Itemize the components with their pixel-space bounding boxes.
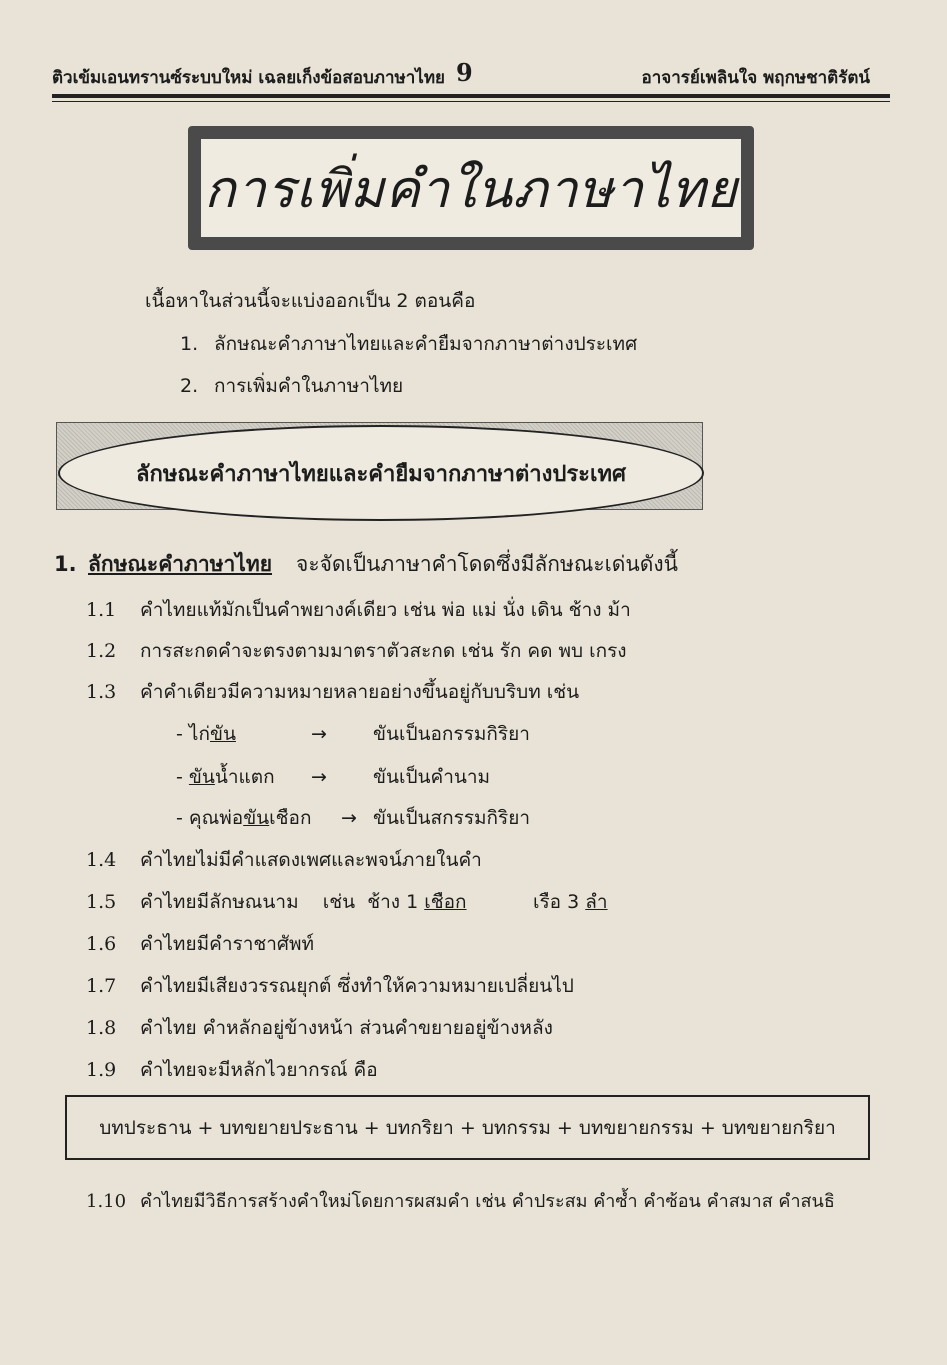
classifier-keyword: ลำ	[585, 891, 608, 913]
item-number: 1.5	[86, 891, 117, 913]
list-item	[86, 595, 631, 625]
header-rule-thick	[52, 94, 890, 98]
item-number: 1.2	[86, 640, 117, 662]
example-keyword: ขัน	[243, 807, 270, 829]
arrow-icon: →	[341, 807, 357, 829]
heading-1	[54, 548, 678, 581]
item-text-c: เรือ 3	[466, 891, 586, 913]
item-number: 1.6	[86, 933, 117, 955]
example-prefix: คุณพ่อ	[188, 807, 244, 829]
heading-number: 1.	[54, 552, 77, 576]
example-meaning: ขันเป็นสกรรมกิริยา	[373, 807, 531, 829]
item-number: 1.4	[86, 849, 117, 871]
heading-description: จะจัดเป็นภาษาคำโดดซึ่งมีลักษณะเด่นดังนี้	[296, 552, 679, 576]
section-title: ลักษณะคำภาษาไทยและคำยืมจากภาษาต่างประเทศ	[58, 425, 704, 521]
item-number: 1.9	[86, 1059, 117, 1081]
list-item	[86, 1055, 378, 1085]
item-text: คำไทยไม่มีคำแสดงเพศและพจน์ภายในคำ	[140, 849, 482, 871]
header-rule-thin	[52, 101, 890, 102]
grammar-formula-box: บทประธาน + บทขยายประธาน + บทกริยา + บทกรรม + บทขยายกรรม + บทขยายกริยา	[65, 1095, 870, 1160]
example-row	[176, 762, 490, 792]
item-text: คำคำเดียวมีความหมายหลายอย่างขึ้นอยู่กับบริบท เช่น	[140, 681, 580, 703]
arrow-icon: →	[311, 723, 327, 745]
item-number: 1.7	[86, 975, 117, 997]
item-text: คำไทยมีคำราชาศัพท์	[140, 933, 315, 955]
classifier-keyword: เชือก	[424, 891, 467, 913]
list-item	[86, 887, 608, 917]
example-suffix: เชือก	[269, 807, 312, 829]
example-meaning: ขันเป็นอกรรมกิริยา	[373, 723, 530, 745]
list-item	[86, 971, 574, 1001]
item-text: คำไทยจะมีหลักไวยากรณ์ คือ	[140, 1059, 378, 1081]
list-item	[86, 636, 627, 666]
intro-item-text: ลักษณะคำภาษาไทยและคำยืมจากภาษาต่างประเทศ	[214, 333, 638, 355]
header-author: อาจารย์เพลินใจ พฤกษชาติรัตน์	[641, 68, 870, 88]
item-text: คำไทย คำหลักอยู่ข้างหน้า ส่วนคำขยายอยู่ข้างหลัง	[140, 1017, 553, 1039]
arrow-icon: →	[311, 766, 327, 788]
list-item	[86, 845, 482, 875]
intro-item	[180, 371, 403, 401]
item-text: คำไทยแท้มักเป็นคำพยางค์เดียว เช่น พ่อ แม่ นั่ง เดิน ช้าง ม้า	[140, 599, 631, 621]
chapter-title: การเพิ่มคำในภาษาไทย	[201, 139, 741, 237]
example-meaning: ขันเป็นคำนาม	[373, 766, 491, 788]
intro-item-text: การเพิ่มคำในภาษาไทย	[214, 375, 404, 397]
list-item	[86, 677, 579, 707]
example-dash: -	[176, 766, 189, 788]
example-dash: -	[176, 807, 189, 829]
item-text: การสะกดคำจะตรงตามมาตราตัวสะกด เช่น รัก คด พบ เกรง	[140, 640, 627, 662]
item-text: คำไทยมีวิธีการสร้างคำใหม่โดยการผสมคำ เช่น คำประสม คำซ้ำ คำซ้อน คำสมาส คำสนธิ	[140, 1191, 835, 1212]
item-number: 1.1	[86, 599, 117, 621]
heading-title: ลักษณะคำภาษาไทย	[88, 552, 273, 576]
example-dash: -	[176, 723, 189, 745]
page-header	[52, 60, 892, 88]
chapter-title-box	[188, 126, 754, 250]
intro-item	[180, 329, 637, 359]
item-text-a: คำไทยมีลักษณนาม เช่น ช้าง 1	[140, 891, 425, 913]
item-number: 1.3	[86, 681, 117, 703]
example-prefix: ไก่	[188, 723, 210, 745]
item-text: คำไทยมีเสียงวรรณยุกต์ ซึ่งทำให้ความหมายเปลี่ยนไป	[140, 975, 574, 997]
example-keyword: ขัน	[188, 766, 215, 788]
example-row	[176, 719, 530, 749]
header-book-title: ติวเข้มเอนทรานซ์ระบบใหม่ เฉลยเก็งข้อสอบภาษาไทย	[52, 68, 445, 88]
item-number: 1.10	[86, 1191, 127, 1212]
intro-item-number: 1.	[180, 333, 199, 355]
page-number: 9	[456, 58, 473, 87]
example-suffix: น้ำแตก	[214, 766, 275, 788]
list-item	[86, 929, 314, 959]
item-number: 1.8	[86, 1017, 117, 1039]
intro-text: เนื้อหาในส่วนนี้จะแบ่งออกเป็น 2 ตอนคือ	[145, 290, 476, 312]
list-item	[86, 1186, 835, 1215]
list-item	[86, 1013, 553, 1043]
example-keyword: ขัน	[209, 723, 236, 745]
example-row	[176, 803, 530, 833]
intro-item-number: 2.	[180, 375, 199, 397]
